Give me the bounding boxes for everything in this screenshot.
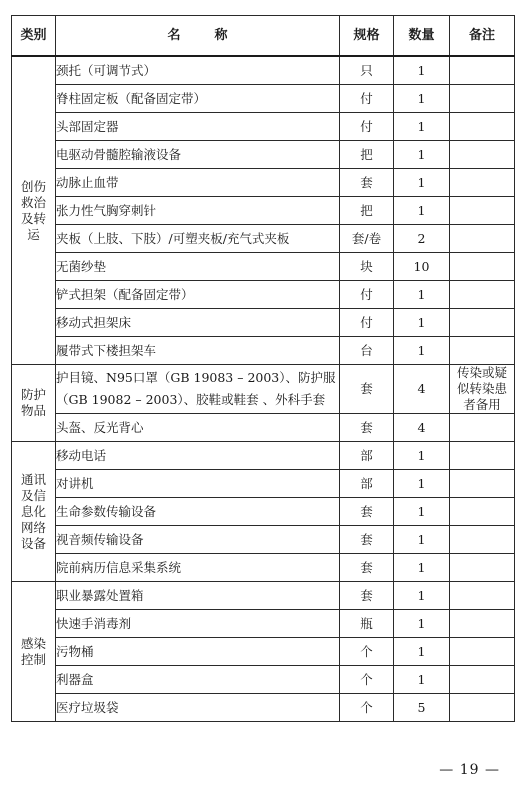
item-quantity: 10	[394, 253, 450, 281]
page-number: — 19 —	[439, 762, 500, 778]
header-category: 类别	[12, 16, 56, 57]
header-name-label: 名称	[167, 27, 262, 43]
item-name: 护目镜、N95口罩（GB 19083 – 2003）、防护服（GB 19082 – 2003）、胶鞋或鞋套 、外科手套	[56, 365, 340, 414]
item-quantity: 1	[394, 281, 450, 309]
item-quantity: 1	[394, 582, 450, 610]
table-row	[12, 666, 515, 694]
item-name: 夹板（上肢、下肢）/可塑夹板/充气式夹板	[56, 225, 340, 253]
item-note	[450, 56, 515, 85]
category-label: 通讯及信息化网络设备	[20, 471, 46, 551]
table-row	[12, 113, 515, 141]
item-note	[450, 470, 515, 498]
item-spec: 个	[340, 638, 394, 666]
table-row	[12, 281, 515, 309]
item-note	[450, 113, 515, 141]
table-row	[12, 414, 515, 442]
category-cell	[12, 56, 56, 365]
category-label: 创伤救治及转运	[20, 178, 46, 242]
item-spec: 套	[340, 582, 394, 610]
item-note	[450, 414, 515, 442]
item-spec: 套/卷	[340, 225, 394, 253]
item-quantity: 1	[394, 337, 450, 365]
table-row	[12, 337, 515, 365]
item-quantity: 1	[394, 554, 450, 582]
table-row	[12, 141, 515, 169]
item-name: 头盔、反光背心	[56, 414, 340, 442]
item-quantity: 1	[394, 56, 450, 85]
table-row	[12, 56, 515, 85]
item-note-text: 传染或疑似转染患者备用	[456, 365, 507, 412]
item-name: 脊柱固定板（配备固定带）	[56, 85, 340, 113]
equipment-table	[11, 15, 515, 722]
item-name: 电驱动骨髓腔输液设备	[56, 141, 340, 169]
item-spec: 把	[340, 197, 394, 225]
item-name: 履带式下楼担架车	[56, 337, 340, 365]
item-spec: 个	[340, 666, 394, 694]
table-row	[12, 225, 515, 253]
category-cell	[12, 582, 56, 722]
item-quantity: 1	[394, 141, 450, 169]
table-row	[12, 470, 515, 498]
item-spec: 台	[340, 337, 394, 365]
item-note	[450, 337, 515, 365]
header-note: 备注	[450, 16, 515, 57]
item-note	[450, 365, 515, 414]
item-spec: 只	[340, 56, 394, 85]
table-row	[12, 169, 515, 197]
item-name: 利器盒	[56, 666, 340, 694]
item-spec: 把	[340, 141, 394, 169]
item-note	[450, 442, 515, 470]
item-name: 职业暴露处置箱	[56, 582, 340, 610]
item-name: 无菌纱垫	[56, 253, 340, 281]
table-row	[12, 526, 515, 554]
item-spec: 块	[340, 253, 394, 281]
table-row	[12, 85, 515, 113]
item-quantity: 4	[394, 365, 450, 414]
table-row	[12, 610, 515, 638]
table-row	[12, 442, 515, 470]
table-body	[12, 56, 515, 722]
item-spec: 付	[340, 85, 394, 113]
item-spec: 套	[340, 526, 394, 554]
item-spec: 套	[340, 498, 394, 526]
item-spec: 个	[340, 694, 394, 722]
item-name: 头部固定器	[56, 113, 340, 141]
table-row	[12, 498, 515, 526]
item-quantity: 1	[394, 442, 450, 470]
item-spec: 付	[340, 113, 394, 141]
item-quantity: 1	[394, 610, 450, 638]
item-note	[450, 498, 515, 526]
item-quantity: 1	[394, 470, 450, 498]
item-quantity: 1	[394, 113, 450, 141]
item-name: 视音频传输设备	[56, 526, 340, 554]
item-spec: 付	[340, 281, 394, 309]
item-name: 院前病历信息采集系统	[56, 554, 340, 582]
header-quantity: 数量	[394, 16, 450, 57]
item-note	[450, 141, 515, 169]
item-spec: 套	[340, 169, 394, 197]
item-note	[450, 169, 515, 197]
item-note	[450, 582, 515, 610]
category-label: 防护物品	[20, 387, 46, 418]
item-quantity: 1	[394, 666, 450, 694]
category-label: 感染控制	[20, 635, 46, 667]
item-name: 污物桶	[56, 638, 340, 666]
category-cell	[12, 365, 56, 442]
item-name: 铲式担架（配备固定带）	[56, 281, 340, 309]
item-quantity: 1	[394, 197, 450, 225]
item-quantity: 4	[394, 414, 450, 442]
item-quantity: 5	[394, 694, 450, 722]
table-row	[12, 554, 515, 582]
item-note	[450, 666, 515, 694]
header-name	[56, 16, 340, 57]
item-note	[450, 253, 515, 281]
item-name: 生命参数传输设备	[56, 498, 340, 526]
item-note	[450, 638, 515, 666]
item-spec: 付	[340, 309, 394, 337]
item-note	[450, 85, 515, 113]
item-note	[450, 694, 515, 722]
table-row	[12, 197, 515, 225]
table-header	[12, 16, 515, 57]
item-name: 移动式担架床	[56, 309, 340, 337]
item-note	[450, 281, 515, 309]
item-name: 颈托（可调节式）	[56, 56, 340, 85]
item-name: 医疗垃圾袋	[56, 694, 340, 722]
table-row	[12, 582, 515, 610]
item-quantity: 1	[394, 498, 450, 526]
item-note	[450, 526, 515, 554]
item-note	[450, 225, 515, 253]
table-row	[12, 365, 515, 414]
item-quantity: 1	[394, 169, 450, 197]
item-name: 快速手消毒剂	[56, 610, 340, 638]
item-quantity: 2	[394, 225, 450, 253]
item-spec: 套	[340, 365, 394, 414]
item-note	[450, 554, 515, 582]
item-quantity: 1	[394, 85, 450, 113]
table-row	[12, 309, 515, 337]
table-row	[12, 253, 515, 281]
item-name: 动脉止血带	[56, 169, 340, 197]
item-quantity: 1	[394, 638, 450, 666]
category-cell	[12, 442, 56, 582]
item-quantity: 1	[394, 309, 450, 337]
item-name: 移动电话	[56, 442, 340, 470]
item-name: 张力性气胸穿刺针	[56, 197, 340, 225]
table-row	[12, 638, 515, 666]
item-spec: 部	[340, 442, 394, 470]
header-spec: 规格	[340, 16, 394, 57]
item-spec: 瓶	[340, 610, 394, 638]
item-spec: 套	[340, 414, 394, 442]
item-name: 对讲机	[56, 470, 340, 498]
item-spec: 部	[340, 470, 394, 498]
item-note	[450, 309, 515, 337]
table-row	[12, 694, 515, 722]
item-note	[450, 610, 515, 638]
item-quantity: 1	[394, 526, 450, 554]
item-spec: 套	[340, 554, 394, 582]
item-note	[450, 197, 515, 225]
